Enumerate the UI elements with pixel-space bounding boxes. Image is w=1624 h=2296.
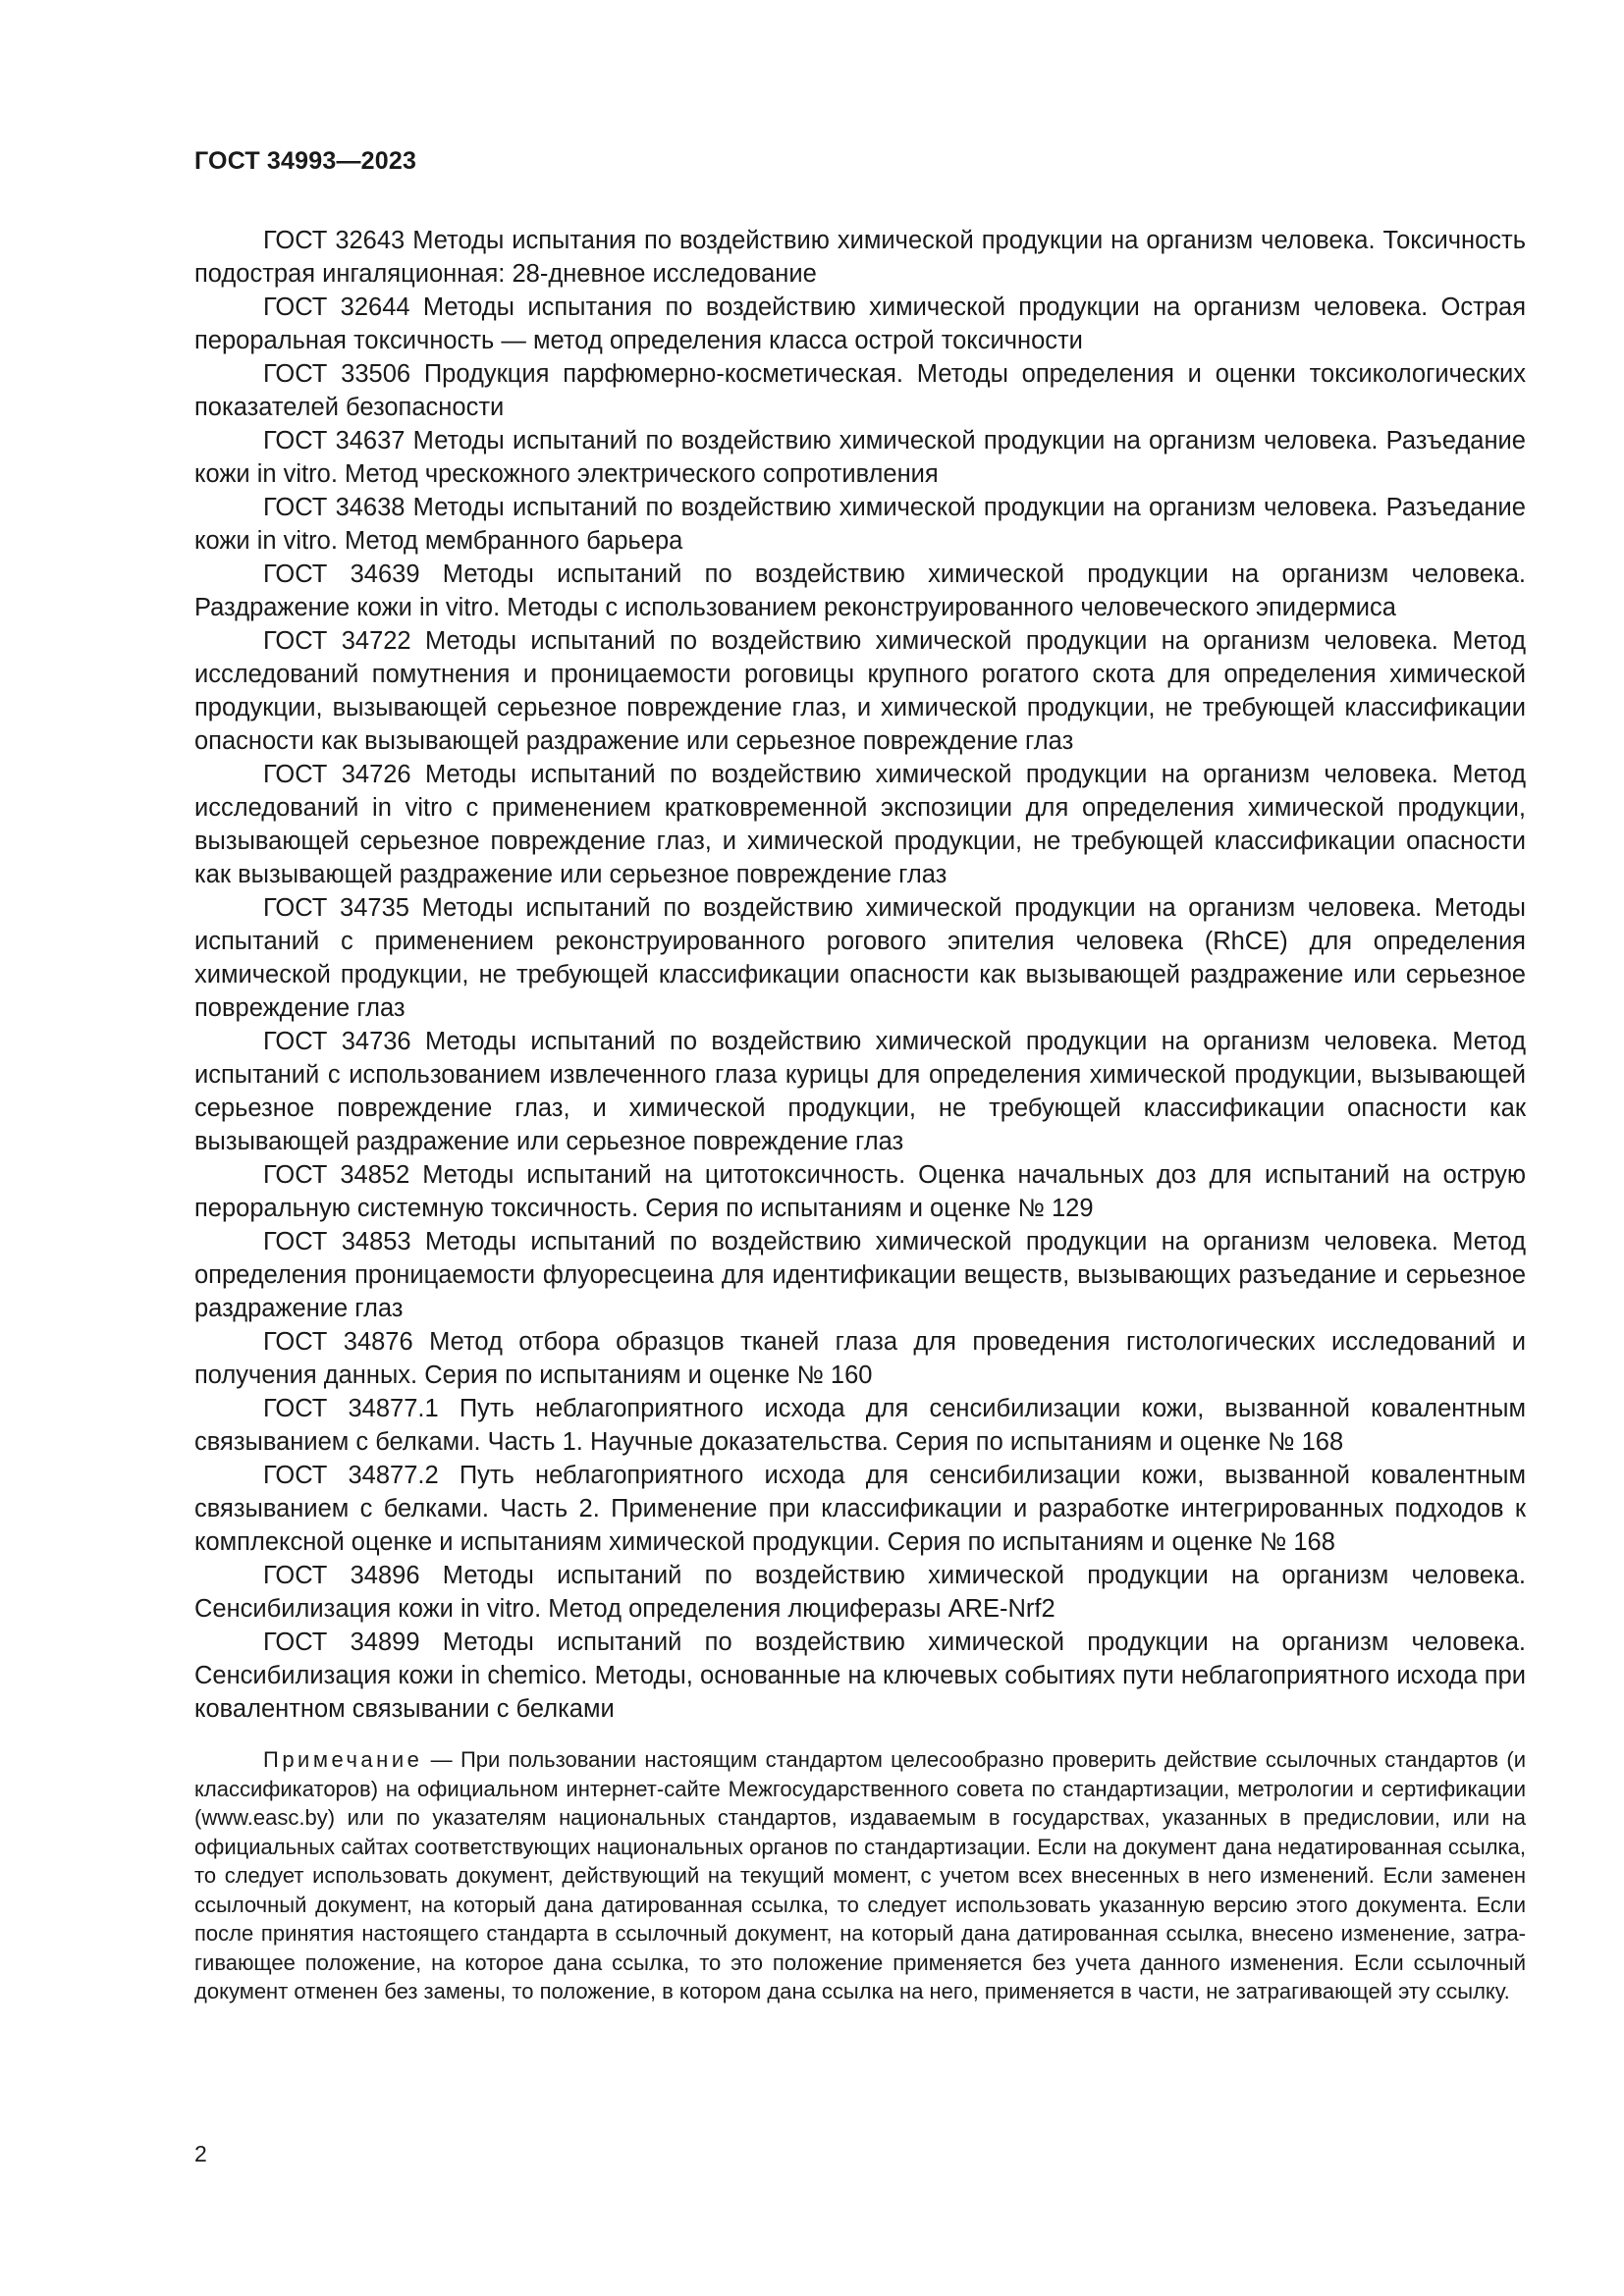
reference-item: ГОСТ 34852 Методы испытаний на цитотоксичность. Оценка начальных доз для испытаний на острую пероральную системную токсичность. Серия по испытаниям и оценке № 129 bbox=[194, 1161, 1526, 1222]
reference-item: ГОСТ 34736 Методы испытаний по воздействию химической продукции на организм человека. Метод испытаний с использованием извлеченного глаза курицы для определения химической продукции, вызывающей серьезное повреждение глаз, и химической продукции, не требующей классификации опасности как вызывающей раздражение или серьезное повреждение глаз bbox=[194, 1028, 1526, 1155]
reference-item: ГОСТ 34639 Методы испытаний по воздействию химической продукции на организм человека. Раздражение кожи in vitro. Методы с использованием реконструированного человеческого эпидермиса bbox=[194, 561, 1526, 621]
reference-item: ГОСТ 34899 Методы испытаний по воздействию химической продукции на организм человека. Сенсибилизация кожи in chemico. Методы, основанные на ключевых событиях пути неблагоприятного исхода при ковалентном связывании с белками bbox=[194, 1629, 1526, 1723]
note-text: — При пользовании настоящим стандартом целесообразно проверить действие ссылочных стандартов (и классификаторов) на официальном интернет-сайте Межгосударственного совета по стандартизации, метрологии и сертификации (www.easc.by) или по указателям национальных стандартов, издаваемым в государствах, указанных в предисловии, или на официальных сайтах соответствующих национальных органов по стандартизации. Если на документ дана недатированная ссылка, то следует использовать документ, действующий на текущий момент, с учетом всех внесенных в него изменений. Если заменен ссылочный документ, на который дана датированная ссылка, то следует использовать указанную версию этого документа. Если после принятия настоящего стандарта в ссылочный документ, на который дана датированная ссылка, внесено изменение, затрагивающее положение, на которое дана ссылка, то это положение применяется без учета данного изменения. Если ссылочный документ отменен без замены, то положение, в котором дана ссылка на него, применяется в части, не затрагивающей эту ссылку. bbox=[194, 1747, 1526, 2003]
reference-item: ГОСТ 34735 Методы испытаний по воздействию химической продукции на организм человека. Методы испытаний с применением реконструированного рогового эпителия человека (RhCE) для определения химической продукции, не требующей классификации опасности как вызывающей раздражение или серьезное повреждение глаз bbox=[194, 894, 1526, 1022]
page-number: 2 bbox=[194, 2141, 207, 2166]
reference-item: ГОСТ 34726 Методы испытаний по воздействию химической продукции на организм человека. Метод исследований in vitro с применением кратковременной экспозиции для определения химической продукции, вызывающей серьезное повреждение глаз, и химической продукции, не требующей классификации опасности как вызывающей раздражение или серьезное повреждение глаз bbox=[194, 761, 1526, 888]
reference-item: ГОСТ 34722 Методы испытаний по воздействию химической продукции на организм человека. Метод исследований помутнения и проницаемости роговицы крупного рогатого скота для определения химической продукции, вызывающей серьезное повреждение глаз, и химической продукции, не требующей классификации опасности как вызывающей раздражение или серьезное повреждение глаз bbox=[194, 627, 1526, 755]
reference-item: ГОСТ 32643 Методы испытания по воздействию химической продукции на организм человека. Токсичность подострая ингаляционная: 28-дневное исследование bbox=[194, 227, 1526, 288]
reference-item: ГОСТ 34877.2 Путь неблагоприятного исхода для сенсибилизации кожи, вызванной ковалентным связыванием с белками. Часть 2. Применение при классификации и разработке интегрированных подходов к комплексной оценке и испытаниям химической продукции. Серия по испытаниям и оценке № 168 bbox=[194, 1462, 1526, 1556]
reference-item: ГОСТ 33506 Продукция парфюмерно-косметическая. Методы определения и оценки токсикологических показателей безопасности bbox=[194, 360, 1526, 421]
reference-item: ГОСТ 32644 Методы испытания по воздействию химической продукции на организм человека. Острая пероральная токсичность — метод определения класса острой токсичности bbox=[194, 294, 1526, 354]
reference-item: ГОСТ 34877.1 Путь неблагоприятного исхода для сенсибилизации кожи, вызванной ковалентным связыванием с белками. Часть 1. Научные доказательства. Серия по испытаниям и оценке № 168 bbox=[194, 1395, 1526, 1456]
references-note bbox=[194, 1745, 1526, 2006]
reference-item: ГОСТ 34876 Метод отбора образцов тканей глаза для проведения гистологических исследований и получения данных. Серия по испытаниям и оценке № 160 bbox=[194, 1328, 1526, 1389]
document-designation: ГОСТ 34993—2023 bbox=[194, 147, 417, 175]
reference-item: ГОСТ 34638 Методы испытаний по воздействию химической продукции на организм человека. Разъедание кожи in vitro. Метод мембранного барьера bbox=[194, 494, 1526, 555]
reference-item: ГОСТ 34853 Методы испытаний по воздействию химической продукции на организм человека. Метод определения проницаемости флуоресцеина для идентификации веществ, вызывающих разъедание и серьезное раздражение глаз bbox=[194, 1228, 1526, 1322]
note-label: Примечание bbox=[263, 1747, 423, 1772]
reference-item: ГОСТ 34896 Методы испытаний по воздействию химической продукции на организм человека. Сенсибилизация кожи in vitro. Метод определения люциферазы ARE-Nrf2 bbox=[194, 1562, 1526, 1623]
normative-references-list bbox=[194, 224, 1526, 1726]
reference-item: ГОСТ 34637 Методы испытаний по воздействию химической продукции на организм человека. Разъедание кожи in vitro. Метод чрескожного электрического сопротивления bbox=[194, 427, 1526, 488]
